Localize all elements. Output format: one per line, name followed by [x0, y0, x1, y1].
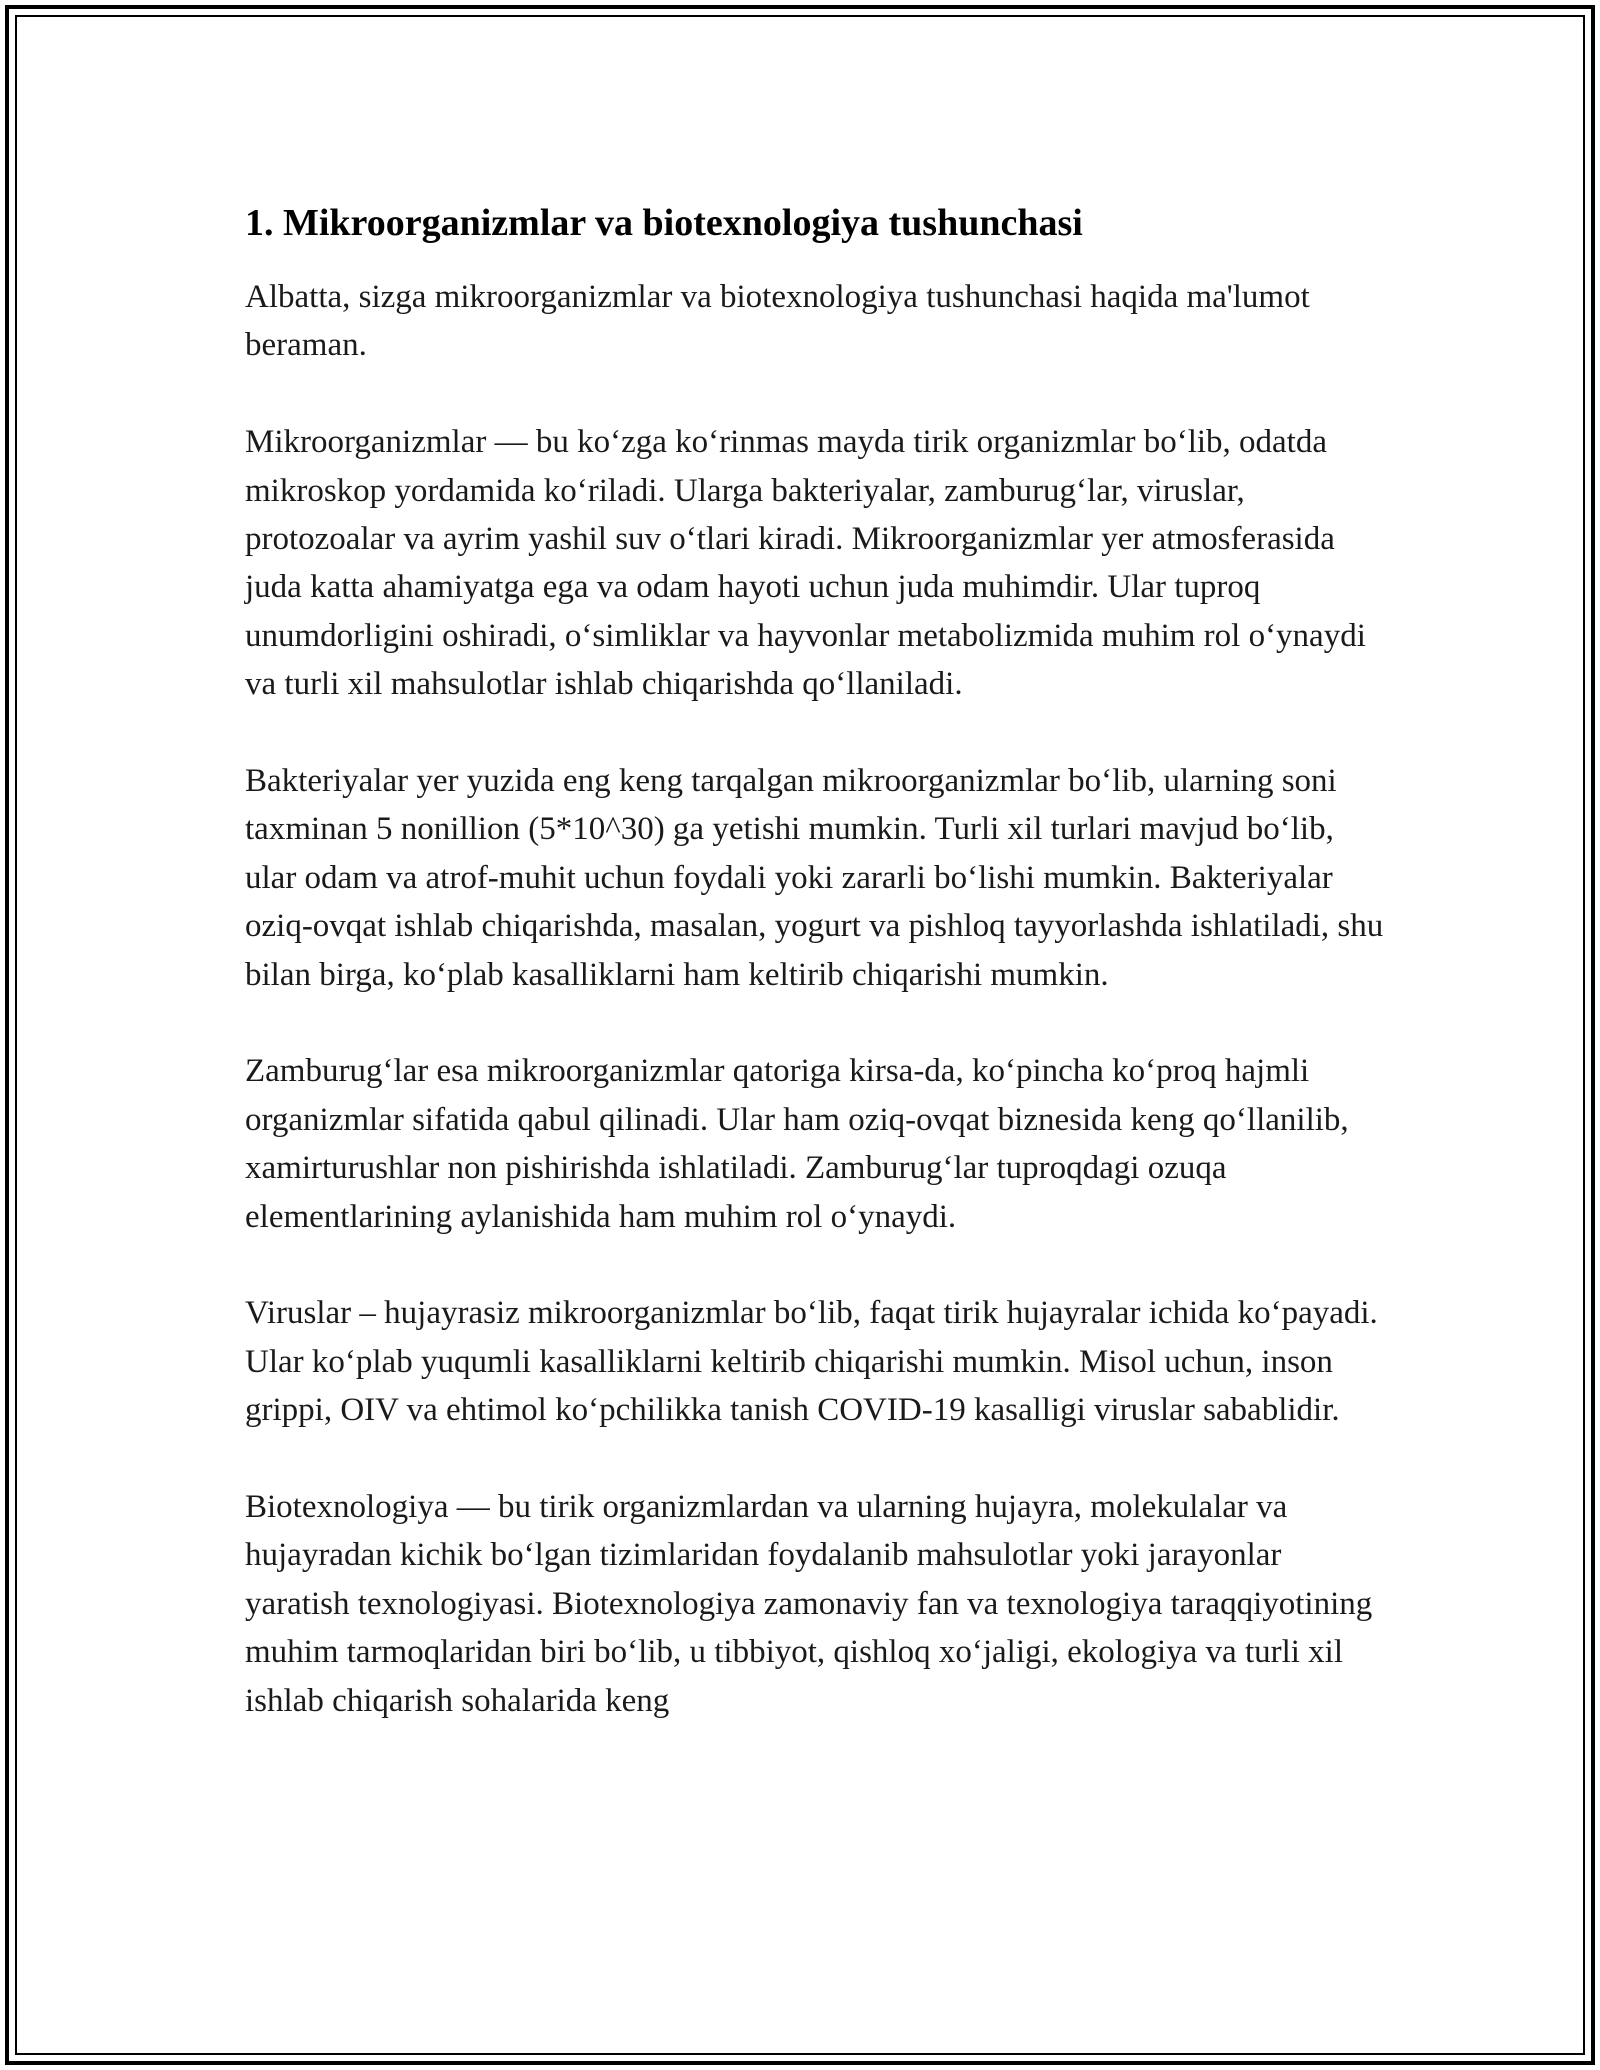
- paragraph-bacteria: Bakteriyalar yer yuzida eng keng tarqalgan mikroorganizmlar bo‘lib, ularning soni taxminan 5 nonillion (5*10^30) ga yetishi mumkin. Turli xil turlari mavjud bo‘lib, ular odam va atrof-muhit uchun foydali yoki zararli bo‘lishi mumkin. Bakteriyalar oziq-ovqat ishlab chiqarishda, masalan, yogurt va pishloq tayyorlashda ishlatiladi, shu bilan birga, ko‘plab kasalliklarni ham keltirib chiqarishi mumkin.: [245, 763, 1384, 993]
- page-frame: [5, 5, 1595, 2065]
- paragraph-microorganisms: Mikroorganizmlar — bu ko‘zga ko‘rinmas mayda tirik organizmlar bo‘lib, odatda mikroskop yordamida ko‘riladi. Ularga bakteriyalar, zamburug‘lar, viruslar, protozoalar va ayrim yashil suv o‘tlari kiradi. Mikroorganizmlar yer atmosferasida juda katta ahamiyatga ega va odam hayoti uchun juda muhimdir. Ular tuproq unumdorligini oshiradi, o‘simliklar va hayvonlar metabolizmida muhim rol o‘ynaydi va turli xil mahsulotlar ishlab chiqarishda qo‘llaniladi.: [245, 424, 1366, 703]
- paragraph-viruses: Viruslar – hujayrasiz mikroorganizmlar bo‘lib, faqat tirik hujayralar ichida ko‘payadi. Ular ko‘plab yuqumli kasalliklarni keltirib chiqarishi mumkin. Misol uchun, inson grippi, OIV va ehtimol ko‘pchilikka tanish COVID-19 kasalligi viruslar sabablidir.: [245, 1295, 1378, 1429]
- document-body: [245, 195, 1385, 1774]
- section-heading: 1. Mikroorganizmlar va biotexnologiya tushunchasi: [245, 202, 1083, 244]
- paragraph-intro: Albatta, sizga mikroorganizmlar va biotexnologiya tushunchasi haqida ma'lumot beraman.: [245, 279, 1310, 364]
- paragraph-fungi: Zamburug‘lar esa mikroorganizmlar qatoriga kirsa-da, ko‘pincha ko‘proq hajmli organizmlar sifatida qabul qilinadi. Ular ham oziq-ovqat biznesida keng qo‘llanilib, xamirturushlar non pishirishda ishlatiladi. Zamburug‘lar tuproqdagi ozuqa elementlarining aylanishida ham muhim rol o‘ynaydi.: [245, 1053, 1349, 1235]
- paragraph-biotechnology: Biotexnologiya — bu tirik organizmlardan va ularning hujayra, molekulalar va hujayradan kichik bo‘lgan tizimlaridan foydalanib mahsulotlar yoki jarayonlar yaratish texnologiyasi. Biotexnologiya zamonaviy fan va texnologiya taraqqiyotining muhim tarmoqlaridan biri bo‘lib, u tibbiyot, qishloq xo‘jaligi, ekologiya va turli xil ishlab chiqarish sohalarida keng: [245, 1489, 1373, 1719]
